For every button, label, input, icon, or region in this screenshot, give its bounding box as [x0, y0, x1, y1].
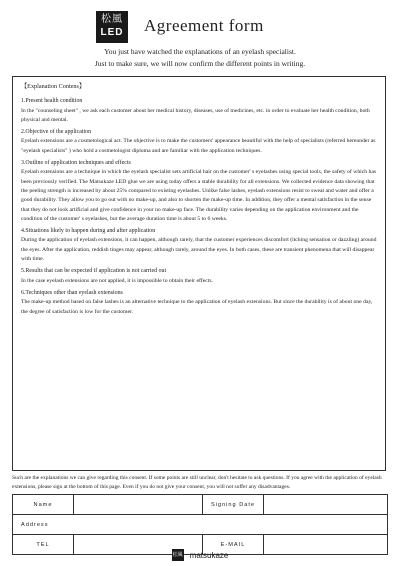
section-heading: 6.Techniques other than eyelash extensions: [21, 289, 123, 296]
intro-line-2: Just to make sure, we will now confirm the different points in writing.: [94, 59, 306, 68]
section-body: In the case eyelash extensions are not applied, it is impossible to obtain their effects.: [21, 277, 213, 284]
section-techniques: [21, 159, 377, 224]
brand-logo: [96, 11, 128, 43]
explanation-box: [12, 76, 386, 471]
section-heading: 2.Objective of the application: [21, 129, 92, 136]
section-heading: 3.Outline of application techniques and effects: [21, 160, 131, 167]
section-results: [21, 267, 377, 286]
page-title: Agreement form: [144, 16, 264, 35]
explanation-heading: 【Explanation Contens】: [21, 83, 86, 90]
footer: [0, 546, 400, 564]
section-body: During the application of eyelash extensions, it can happen, although rarely, that the customer experiences discomfort (itching sensation or dazzling) around the eyes. After the application, reddish tinges may appear, although rarely, around the eyes. In both cases, these are transient phenomena that will disappear with time.: [21, 237, 377, 263]
tel-label: TEL: [13, 535, 74, 555]
footer-logo: 松風: [172, 549, 184, 561]
intro-line-1: You just have watched the explanations of an eyelash specialist.: [104, 47, 296, 56]
footer-brand: matsukaze: [189, 550, 229, 560]
section-heading: 5.Results that can be expected if application is not carried out: [21, 268, 167, 275]
section-situations: [21, 227, 377, 264]
section-body: In the "counseling sheet" , we ask each customer about her medical history, diseases, use of medicines, etc. in order to evaluate her health condition, both physical and mental.: [21, 107, 370, 123]
signing-date-field[interactable]: [264, 495, 388, 515]
section-body: Eyelash extensions are a technique in which the eyelash specialist sets artificial hair on the customer' s eyelashes using special tools, the safety of which has been previously verified. The Matsukaze LED glue we are using today offers a stable durability for all extensions. We collected evidence data showing that the peeling strength is increased by about 25% compared to existing eyelashes. Unlike false lashes, eyelash extensions resist to sweat and water and offer a good durability. They allow you to go out with no make-up, and also to shorten the make-up time. In addition, they offer a mental satisfaction in the sense that they do not look artificial and give confidence in your no make-up face. The durability varies depending on the application environment and the condition of the customer' s eyelashes, but the average duration time is about 5 to 6 weeks.: [21, 169, 377, 222]
logo-kanji: 松風: [101, 14, 123, 25]
intro: [0, 46, 400, 70]
logo-text: LED: [100, 27, 124, 38]
section-alternatives: [21, 289, 377, 317]
section-objective: [21, 128, 377, 156]
signing-date-label: Signing Date: [203, 495, 264, 515]
section-body: The make-up method based on false lashes is an alternative technique to the application of eyelash extensions. But since the durability is of about one day, the degree of satisfaction is low for the customer.: [21, 299, 373, 315]
name-field[interactable]: [74, 495, 203, 515]
section-heading: 4.Situations likely to happen during and after application: [21, 228, 156, 235]
address-field[interactable]: [13, 515, 388, 535]
section-health: [21, 97, 377, 125]
name-label: Name: [13, 495, 74, 515]
closing-text: Such are the explanations we can give regarding this consent. If some points are still unclear, don't hesitate to ask questions. If you agree with the application of eyelash extensions, please sign at the bottom of this page. Even if you do not give your consent, you will not suffer any disadvantages.: [12, 475, 382, 490]
email-label: E-MAIL: [203, 535, 264, 555]
section-heading: 1.Present health condition: [21, 98, 83, 105]
address-label: Address: [21, 521, 49, 528]
section-body: Eyelash extensions are a cosmetological act. The objective is to make the customers' appearance beautiful with the help of specialists (referred hereunder as "eyelash specialists" ) who hold a cosmetologist diploma and are familiar with the application techniques.: [21, 138, 376, 154]
